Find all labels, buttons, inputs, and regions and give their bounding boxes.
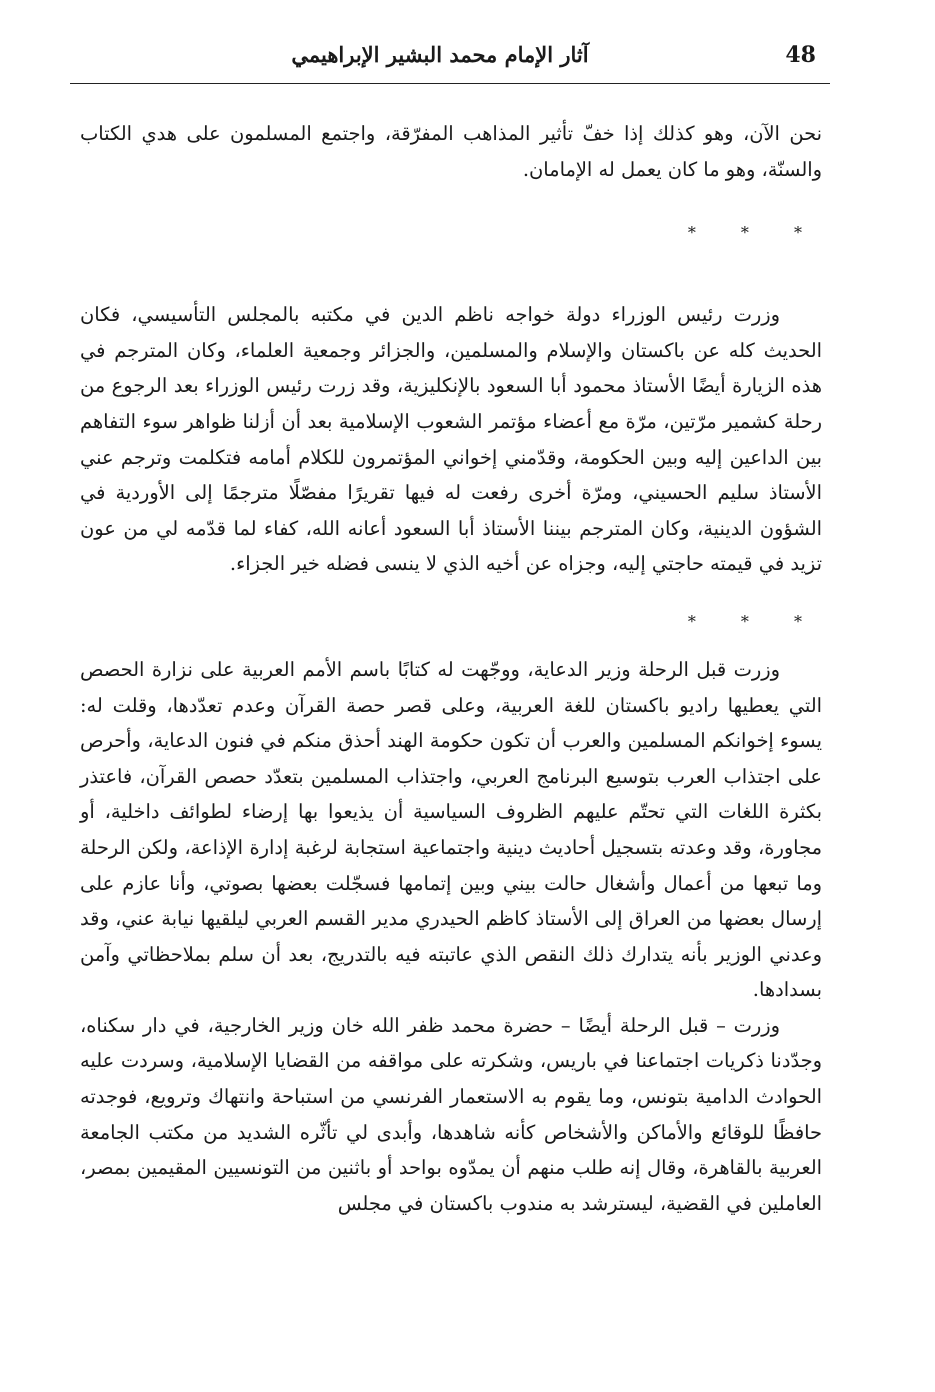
header-rule (70, 83, 830, 84)
section-separator: * * * (687, 223, 822, 243)
paragraph-continuation: نحن الآن، وهو كذلك إذا خفّ تأثير المذاهب المفرّقة، واجتمع المسلمون على هدي الكتاب والسنّة، وهو ما كان يعمل له الإمامان. (80, 122, 822, 181)
paragraph-foreign-minister-visit: وزرت – قبل الرحلة أيضًا – حضرة محمد ظفر الله خان وزير الخارجية، في دار سكناه، وجدّدنا ذكريات اجتماعنا في باريس، وشكرته على مواقفه من القضايا الإسلامية، وسردت عليه الحوادث الدامية بتونس، وما يقوم به الاستعمار الفرنسي من استباحة وانتهاك وترويع، فوجدته حافظًا للوقائع والأماكن والأشخاص كأنه شاهدها، وأبدى لي تأثّره الشديد من مكتب الجامعة العربية بالقاهرة، وقال إنه طلب منهم أن يمدّوه بواحد أو باثنين من التونسيين المقيمين بمصر، العاملين في القضية، ليسترشد به مندوب باكستان في مجلس (80, 1013, 822, 1215)
page-number: 48 (785, 42, 816, 68)
body-text (80, 116, 822, 1221)
section-separator: * * * (687, 611, 822, 631)
running-title: آثار الإمام محمد البشير الإبراهيمي (291, 42, 589, 67)
paragraph-prime-minister-visit: وزرت رئيس الوزراء دولة خواجه ناظم الدين في مكتبه بالمجلس التأسيسي، فكان الحديث كله عن باكستان والإسلام والمسلمين، والجزائر وجمعية العلماء، وكان المترجم في هذه الزيارة أيضًا الأستاذ محمود أبا السعود بالإنكليزية، وقد زرت رئيس الوزراء بعد الرجوع من رحلة كشمير مرّتين، مرّة مع أعضاء مؤتمر الشعوب الإسلامية بعد أن أزلنا ظواهر سوء التفاهم بين الداعين إليه وبين الحكومة، وقدّمني إخواني المؤتمرون للكلام أمامه فتكلمت وترجم عني الأستاذ سليم الحسيني، ومرّة أخرى رفعت له فيها تقريرًا مفصّلًا مترجمًا إلى الأوردية في الشؤون الدينية، وكان المترجم بيننا الأستاذ أبا السعود أعانه الله، كفاء لما قدّمه لي من عون تزيد في قيمته حاجتي إليه، وجزاه عن أخيه الذي لا ينسى فضله خير الجزاء. (80, 303, 822, 576)
page-header (70, 38, 830, 78)
paragraph-propaganda-minister-visit: وزرت قبل الرحلة وزير الدعاية، ووجّهت له كتابًا باسم الأمم العربية على نزارة الحصص التي يعطيها راديو باكستان للغة العربية، وعلى قصر حصة القرآن وعدم تعدّدها، وقلت له: يسوء إخوانكم المسلمين والعرب أن تكون حكومة الهند أحذق منكم في فنون الدعاية، وأحرص على اجتذاب العرب بتوسيع البرنامج العربي، واجتذاب المسلمين بتعدّد حصص القرآن، فاعتذر بكثرة اللغات التي تحتّم عليهم الظروف السياسية أن يذيعوا بها إرضاء لطوائف داخلية، أو مجاورة، وقد وعدته بتسجيل أحاديث دينية واجتماعية استجابة لرغبة إدارة الإذاعة، ولكن الرحلة وما تبعها من أعمال وأشغال حالت بيني وبين إتمامها فسجّلت بعضها بصوتي، وأنا عازم على إرسال بعضها من العراق إلى الأستاذ كاظم الحيدري مدير القسم العربي ليلقيها نيابة عني، وقد وعدني الوزير بأنه يتدارك ذلك النقص الذي عاتبته فيه بالتدريج، بعد أن سلم بملاحظاتي وآمن بسدادها. (80, 657, 822, 1002)
